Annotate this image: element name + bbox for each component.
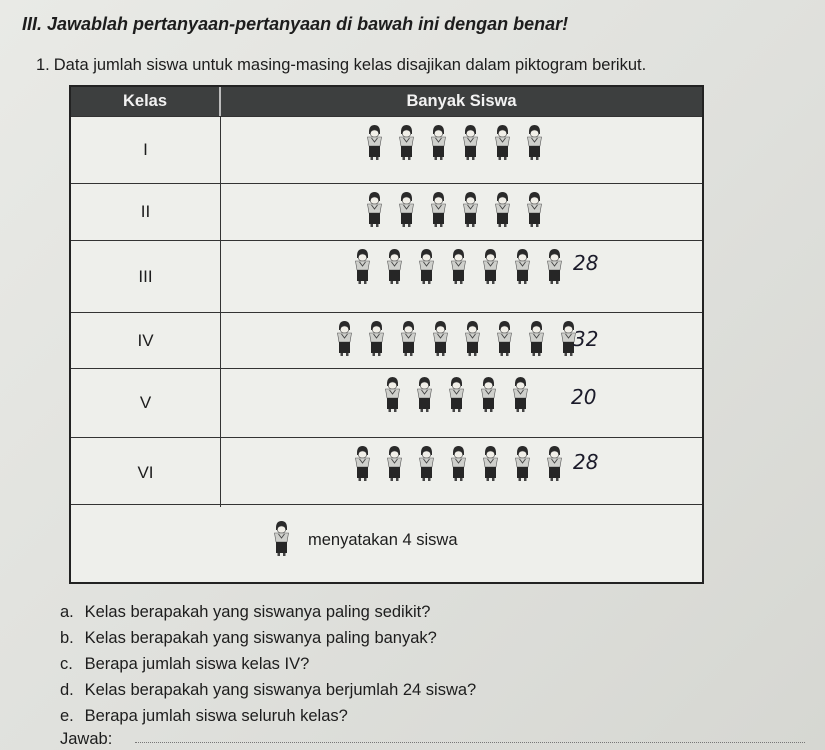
handwritten-note: 28	[573, 251, 599, 275]
table-row	[71, 437, 702, 507]
student-icons	[349, 247, 568, 287]
student-figure-icon	[427, 319, 454, 359]
student-figure-icon	[331, 319, 358, 359]
kelas-cell: III	[71, 241, 221, 312]
section-heading: III. Jawablah pertanyaan-pertanyaan di bawah ini dengan benar!	[22, 14, 569, 34]
question-letter: c.	[60, 655, 73, 673]
student-figure-icon	[425, 123, 452, 163]
student-figure-icon	[381, 247, 408, 287]
student-figure-icon	[268, 519, 295, 559]
pictogram-table	[69, 85, 704, 584]
kelas-cell: IV	[71, 313, 221, 368]
student-figure-icon	[361, 190, 388, 230]
question-item	[60, 626, 476, 652]
question-item	[60, 652, 476, 678]
student-figure-icon	[521, 190, 548, 230]
student-figure-icon	[381, 444, 408, 484]
student-figure-icon	[541, 444, 568, 484]
student-figure-icon	[443, 375, 470, 415]
student-icons	[331, 319, 582, 359]
student-icons	[361, 123, 548, 163]
student-icons	[349, 444, 568, 484]
header-kelas: Kelas	[71, 87, 221, 116]
header-banyak-siswa: Banyak Siswa	[406, 92, 517, 110]
question-text: Kelas berapakah yang siswanya berjumlah 24 siswa?	[80, 681, 477, 699]
table-row	[71, 183, 702, 240]
student-figure-icon	[445, 444, 472, 484]
student-figure-icon	[489, 190, 516, 230]
student-figure-icon	[361, 123, 388, 163]
table-header	[71, 87, 702, 116]
student-figure-icon	[393, 190, 420, 230]
handwritten-note: 32	[573, 327, 599, 351]
student-figure-icon	[509, 247, 536, 287]
student-figure-icon	[349, 444, 376, 484]
pictogram-cell	[221, 313, 702, 368]
student-figure-icon	[457, 123, 484, 163]
kelas-cell: V	[71, 369, 221, 437]
student-figure-icon	[445, 247, 472, 287]
student-figure-icon	[475, 375, 502, 415]
student-figure-icon	[521, 123, 548, 163]
pictogram-cell	[221, 184, 702, 240]
table-row	[71, 368, 702, 437]
handwritten-note: 20	[571, 385, 597, 409]
question-item	[60, 678, 476, 704]
student-figure-icon	[477, 444, 504, 484]
pictogram-cell	[221, 369, 702, 437]
student-figure-icon	[489, 123, 516, 163]
question-text: Berapa jumlah siswa kelas IV?	[80, 655, 310, 673]
student-figure-icon	[523, 319, 550, 359]
student-figure-icon	[541, 247, 568, 287]
question-text: Kelas berapakah yang siswanya paling banyak?	[80, 629, 437, 647]
pictogram-cell	[221, 241, 702, 312]
question-number: 1.	[36, 56, 50, 74]
question-text: Kelas berapakah yang siswanya paling sedikit?	[80, 603, 431, 621]
student-figure-icon	[509, 444, 536, 484]
student-figure-icon	[411, 375, 438, 415]
student-figure-icon	[413, 247, 440, 287]
student-icons	[361, 190, 548, 230]
kelas-cell: I	[71, 117, 221, 183]
question-letter: a.	[60, 603, 74, 621]
question-letter: b.	[60, 629, 74, 647]
answer-label: Jawab:	[60, 730, 113, 748]
student-figure-icon	[393, 123, 420, 163]
handwritten-note: 28	[573, 450, 599, 474]
student-figure-icon	[349, 247, 376, 287]
question-item	[60, 704, 476, 730]
question-text: Data jumlah siswa untuk masing-masing kelas disajikan dalam piktogram berikut.	[53, 56, 647, 74]
question-letter: e.	[60, 707, 74, 725]
pictogram-cell	[221, 117, 702, 183]
question-text: Berapa jumlah siswa seluruh kelas?	[80, 707, 348, 725]
legend-text: menyatakan 4 siswa	[308, 531, 458, 549]
kelas-cell: VI	[71, 438, 221, 507]
student-figure-icon	[379, 375, 406, 415]
student-icons	[379, 375, 534, 415]
student-figure-icon	[507, 375, 534, 415]
question-letter: d.	[60, 681, 74, 699]
student-figure-icon	[457, 190, 484, 230]
kelas-cell: II	[71, 184, 221, 240]
answer-line	[135, 742, 805, 743]
legend-row	[71, 504, 702, 582]
student-figure-icon	[425, 190, 452, 230]
student-figure-icon	[477, 247, 504, 287]
student-figure-icon	[395, 319, 422, 359]
table-row	[71, 240, 702, 312]
table-row	[71, 312, 702, 368]
question-intro	[36, 56, 646, 75]
student-figure-icon	[459, 319, 486, 359]
student-figure-icon	[363, 319, 390, 359]
table-row	[71, 116, 702, 183]
student-figure-icon	[413, 444, 440, 484]
pictogram-cell	[221, 438, 702, 507]
question-list	[60, 600, 476, 730]
student-figure-icon	[491, 319, 518, 359]
question-item	[60, 600, 476, 626]
